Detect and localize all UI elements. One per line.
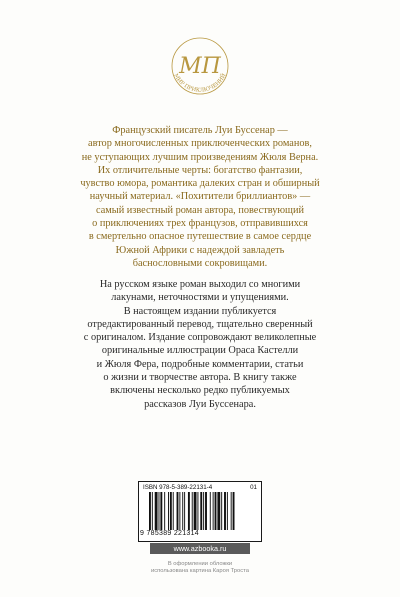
barcode-bar bbox=[168, 492, 169, 530]
barcode-bar bbox=[231, 492, 232, 530]
edition-paragraph-line: В настоящем издании публикуется bbox=[123, 305, 277, 317]
edition-paragraph-line: включены несколько редко публикуемых bbox=[110, 385, 290, 397]
cover-credit-line: использована картина Кароя Троста bbox=[151, 568, 249, 575]
series-logo-monogram: МП bbox=[179, 54, 221, 79]
barcode-bar bbox=[164, 492, 165, 530]
edition-paragraph-line: и Жюля Фера, подробные комментарии, статьи bbox=[96, 358, 304, 370]
edition-paragraph-line: лакунами, неточностями и упущениями. bbox=[111, 292, 289, 304]
barcode-bar bbox=[155, 492, 158, 530]
intro-paragraph-line: о приключениях трех французов, отправившихся bbox=[92, 218, 308, 230]
barcode-bar bbox=[205, 492, 207, 530]
edition-paragraph-line: рассказов Луи Буссенара. bbox=[144, 398, 256, 410]
isbn-label-row bbox=[143, 484, 257, 491]
isbn-barcode bbox=[138, 481, 262, 542]
barcode-bar bbox=[227, 492, 228, 530]
intro-paragraph-line: автор многочисленных приключенческих романов, bbox=[88, 138, 312, 150]
barcode-bar bbox=[159, 492, 160, 530]
barcode-bar bbox=[194, 492, 197, 530]
intro-paragraph-line: самый известный роман автора, повествующий bbox=[96, 204, 304, 216]
barcode-bar bbox=[160, 492, 162, 530]
publisher-website: www.azbooka.ru bbox=[150, 543, 250, 554]
isbn-addon: 01 bbox=[250, 484, 257, 491]
series-logo-ring-text: МИР ПРИКЛЮЧЕНИЙ bbox=[172, 72, 228, 94]
series-logo bbox=[160, 30, 240, 110]
barcode-bar bbox=[221, 492, 222, 530]
barcode-bar bbox=[217, 492, 220, 530]
intro-paragraph-line: в смертельно опасное путешествие в самое сердце bbox=[88, 231, 312, 243]
barcode-bar bbox=[179, 492, 180, 530]
edition-paragraph-line: о жизни и творчестве автора. В книгу также bbox=[103, 372, 297, 384]
series-logo-emblem bbox=[160, 30, 240, 110]
barcode-bar bbox=[188, 492, 190, 530]
cover-art-credit bbox=[120, 561, 280, 576]
barcode-bars-graphic bbox=[149, 492, 257, 530]
barcode-bar bbox=[170, 492, 172, 530]
barcode-bar bbox=[152, 492, 153, 530]
edition-paragraph bbox=[40, 278, 360, 411]
barcode-digits: 9 785389 221314 bbox=[140, 530, 199, 537]
barcode-bar bbox=[149, 492, 151, 530]
barcode-bar bbox=[182, 492, 183, 530]
barcode-bar bbox=[213, 492, 214, 530]
edition-paragraph-line: оригинальные иллюстрации Ораса Кастелли bbox=[101, 345, 299, 357]
intro-paragraph-line: Их отличительные черты: богатство фантазии, bbox=[97, 164, 303, 176]
barcode-bar bbox=[210, 492, 211, 530]
intro-paragraph-line: Южной Африки с надеждой завладеть bbox=[115, 244, 285, 256]
barcode-bar bbox=[233, 492, 235, 530]
intro-paragraph-line: чувство юмора, романтика далеких стран и обширный bbox=[80, 178, 320, 190]
intro-paragraph-line: Французский писатель Луи Буссенар — bbox=[112, 125, 288, 136]
barcode-bar bbox=[197, 492, 198, 530]
intro-paragraph-line: научный материал. «Похитители бриллиантов» — bbox=[89, 191, 311, 203]
barcode-bar bbox=[173, 492, 174, 530]
barcode-bar bbox=[184, 492, 185, 530]
edition-paragraph-line: с оригиналом. Издание сопровождают великолепные bbox=[83, 332, 317, 344]
intro-paragraph bbox=[40, 124, 360, 270]
cover-credit-line: В оформлении обложки bbox=[167, 561, 233, 567]
barcode-bar bbox=[200, 492, 202, 530]
barcode-bar bbox=[203, 492, 204, 530]
barcode-bar bbox=[192, 492, 193, 530]
intro-paragraph-line: не уступающих лучшим произведениям Жюля Верна. bbox=[81, 151, 319, 163]
barcode-bars bbox=[149, 492, 257, 530]
barcode-bar bbox=[224, 492, 226, 530]
isbn-label: ISBN 978-5-389-22131-4 bbox=[143, 484, 213, 491]
barcode-bar bbox=[215, 492, 217, 530]
barcode-bar bbox=[177, 492, 179, 530]
edition-paragraph-line: На русском языке роман выходил со многими bbox=[99, 279, 301, 290]
edition-paragraph-line: отредактированный перевод, тщательно сверенный bbox=[87, 318, 313, 330]
intro-paragraph-line: баснословными сокровищами. bbox=[132, 257, 268, 269]
